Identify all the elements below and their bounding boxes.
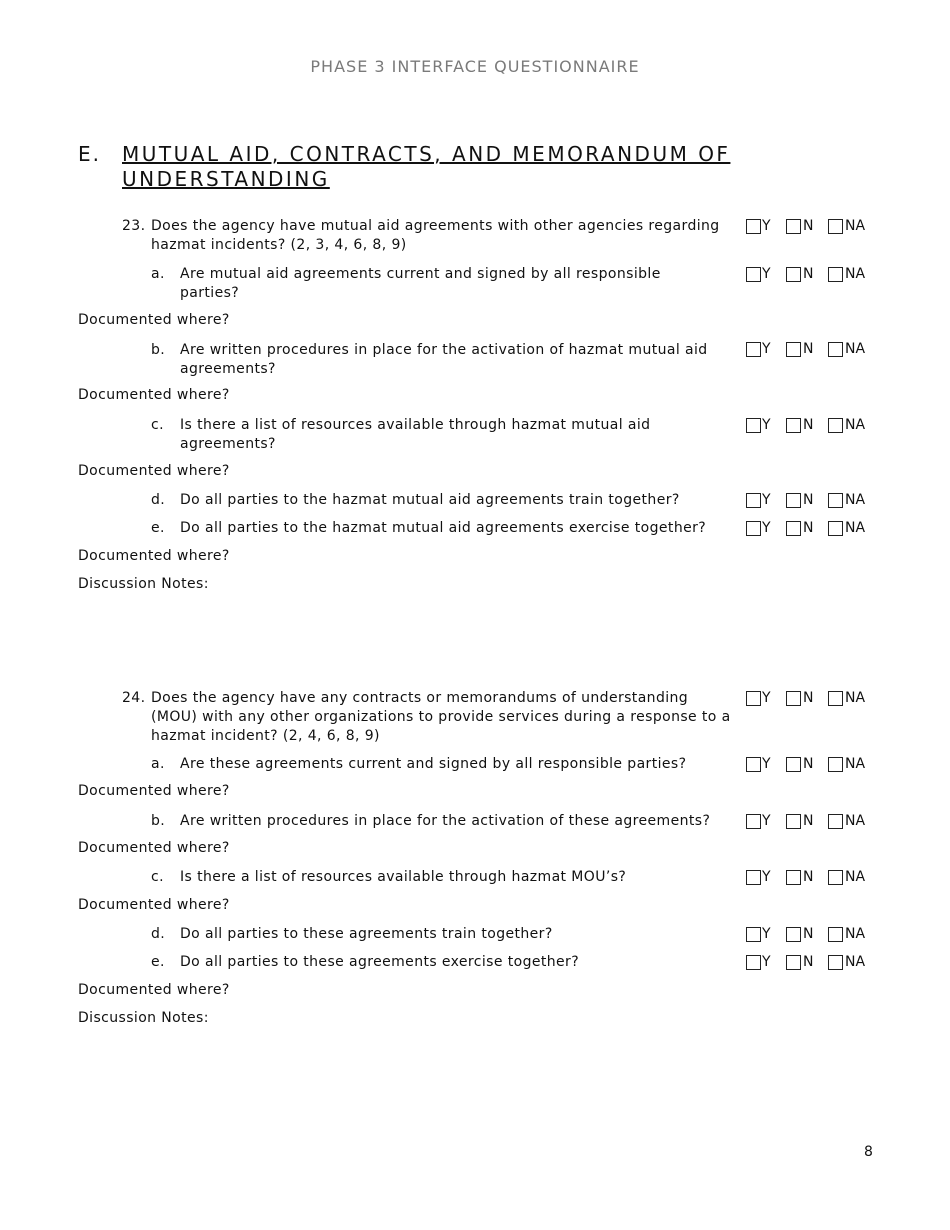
no-checkbox[interactable] xyxy=(786,418,801,433)
yes-label: Y xyxy=(762,813,771,829)
na-label: NA xyxy=(845,926,866,942)
no-label: N xyxy=(803,492,814,508)
sub-question-letter: d. xyxy=(151,492,166,508)
sub-question-letter: b. xyxy=(151,813,166,829)
section-letter: E. xyxy=(78,142,101,166)
sub-question-text: Are these agreements current and signed by all responsible parties? xyxy=(180,756,687,772)
na-checkbox[interactable] xyxy=(828,219,843,234)
na-label: NA xyxy=(845,954,866,970)
documented-where-label: Documented where? xyxy=(78,548,230,564)
no-label: N xyxy=(803,341,814,357)
page-header: PHASE 3 INTERFACE QUESTIONNAIRE xyxy=(310,57,640,76)
sub-question-letter: c. xyxy=(151,417,164,433)
na-label: NA xyxy=(845,218,866,234)
yes-checkbox[interactable] xyxy=(746,219,761,234)
no-label: N xyxy=(803,926,814,942)
no-checkbox[interactable] xyxy=(786,521,801,536)
na-label: NA xyxy=(845,756,866,772)
na-checkbox[interactable] xyxy=(828,493,843,508)
sub-question-letter: c. xyxy=(151,869,164,885)
na-label: NA xyxy=(845,690,866,706)
na-label: NA xyxy=(845,266,866,282)
no-label: N xyxy=(803,869,814,885)
sub-question-letter: a. xyxy=(151,266,165,282)
documented-where-label: Documented where? xyxy=(78,840,230,856)
discussion-notes-label: Discussion Notes: xyxy=(78,576,209,592)
sub-question-letter: e. xyxy=(151,520,165,536)
answer-options-q24e xyxy=(746,954,886,972)
na-checkbox[interactable] xyxy=(828,870,843,885)
sub-question-text: Is there a list of resources available through hazmat mutual aid agreements? xyxy=(180,417,651,452)
no-label: N xyxy=(803,266,814,282)
sub-question-text: Do all parties to the hazmat mutual aid agreements train together? xyxy=(180,492,680,508)
sub-question-text: Are written procedures in place for the activation of hazmat mutual aid agreements? xyxy=(180,342,708,377)
sub-question-letter: d. xyxy=(151,926,166,942)
yes-checkbox[interactable] xyxy=(746,955,761,970)
answer-options-q23 xyxy=(746,218,886,236)
no-checkbox[interactable] xyxy=(786,342,801,357)
question-text: Does the agency have mutual aid agreements with other agencies regarding hazmat incidents? (2, 3, 4, 6, 8, 9) xyxy=(151,218,720,253)
answer-options-q23d xyxy=(746,492,886,510)
documented-where-label: Documented where? xyxy=(78,783,230,799)
answer-options-q24c xyxy=(746,869,886,887)
yes-checkbox[interactable] xyxy=(746,691,761,706)
answer-options-q23c xyxy=(746,417,886,435)
yes-label: Y xyxy=(762,756,771,772)
answer-options-q23b xyxy=(746,341,886,359)
na-label: NA xyxy=(845,492,866,508)
no-checkbox[interactable] xyxy=(786,870,801,885)
na-checkbox[interactable] xyxy=(828,927,843,942)
no-checkbox[interactable] xyxy=(786,267,801,282)
documented-where-label: Documented where? xyxy=(78,897,230,913)
na-checkbox[interactable] xyxy=(828,521,843,536)
yes-label: Y xyxy=(762,954,771,970)
answer-options-q23e xyxy=(746,520,886,538)
yes-label: Y xyxy=(762,266,771,282)
sub-question-text: Do all parties to the hazmat mutual aid agreements exercise together? xyxy=(180,520,707,536)
sub-question-letter: b. xyxy=(151,342,166,358)
sub-question-letter: e. xyxy=(151,954,165,970)
question-number: 23. xyxy=(122,218,146,234)
documented-where-label: Documented where? xyxy=(78,312,230,328)
yes-checkbox[interactable] xyxy=(746,521,761,536)
answer-options-q24b xyxy=(746,813,886,831)
no-label: N xyxy=(803,218,814,234)
no-checkbox[interactable] xyxy=(786,814,801,829)
sub-question-text: Is there a list of resources available through hazmat MOU’s? xyxy=(180,869,627,885)
yes-label: Y xyxy=(762,341,771,357)
no-label: N xyxy=(803,756,814,772)
na-checkbox[interactable] xyxy=(828,814,843,829)
answer-options-q24 xyxy=(746,690,886,708)
no-label: N xyxy=(803,520,814,536)
yes-label: Y xyxy=(762,926,771,942)
no-checkbox[interactable] xyxy=(786,691,801,706)
yes-label: Y xyxy=(762,417,771,433)
no-label: N xyxy=(803,690,814,706)
answer-options-q23a xyxy=(746,266,886,284)
yes-label: Y xyxy=(762,520,771,536)
no-checkbox[interactable] xyxy=(786,219,801,234)
sub-question-text: Are written procedures in place for the activation of these agreements? xyxy=(180,813,711,829)
na-label: NA xyxy=(845,520,866,536)
na-checkbox[interactable] xyxy=(828,757,843,772)
na-label: NA xyxy=(845,869,866,885)
answer-options-q24a xyxy=(746,756,886,774)
na-checkbox[interactable] xyxy=(828,267,843,282)
yes-checkbox[interactable] xyxy=(746,814,761,829)
no-checkbox[interactable] xyxy=(786,757,801,772)
na-label: NA xyxy=(845,417,866,433)
sub-question-letter: a. xyxy=(151,756,165,772)
yes-checkbox[interactable] xyxy=(746,418,761,433)
no-label: N xyxy=(803,417,814,433)
yes-checkbox[interactable] xyxy=(746,757,761,772)
no-checkbox[interactable] xyxy=(786,927,801,942)
sub-question-text: Are mutual aid agreements current and signed by all responsible parties? xyxy=(180,266,661,301)
section-title: MUTUAL AID, CONTRACTS, AND MEMORANDUM OF UNDERSTANDING xyxy=(122,142,731,191)
answer-options-q24d xyxy=(746,926,886,944)
yes-checkbox[interactable] xyxy=(746,493,761,508)
documented-where-label: Documented where? xyxy=(78,982,230,998)
yes-label: Y xyxy=(762,492,771,508)
yes-checkbox[interactable] xyxy=(746,342,761,357)
page-number: 8 xyxy=(864,1144,873,1160)
yes-checkbox[interactable] xyxy=(746,870,761,885)
documented-where-label: Documented where? xyxy=(78,463,230,479)
question-number: 24. xyxy=(122,690,146,706)
na-checkbox[interactable] xyxy=(828,418,843,433)
no-checkbox[interactable] xyxy=(786,493,801,508)
no-label: N xyxy=(803,813,814,829)
na-label: NA xyxy=(845,341,866,357)
no-checkbox[interactable] xyxy=(786,955,801,970)
na-checkbox[interactable] xyxy=(828,691,843,706)
na-checkbox[interactable] xyxy=(828,955,843,970)
yes-label: Y xyxy=(762,218,771,234)
na-label: NA xyxy=(845,813,866,829)
yes-checkbox[interactable] xyxy=(746,267,761,282)
documented-where-label: Documented where? xyxy=(78,387,230,403)
na-checkbox[interactable] xyxy=(828,342,843,357)
sub-question-text: Do all parties to these agreements exercise together? xyxy=(180,954,580,970)
yes-checkbox[interactable] xyxy=(746,927,761,942)
no-label: N xyxy=(803,954,814,970)
yes-label: Y xyxy=(762,869,771,885)
question-text: Does the agency have any contracts or memorandums of understanding (MOU) with any other organizations to provide services during a response to a hazmat incident? (2, 4, 6, 8, 9) xyxy=(151,690,731,744)
yes-label: Y xyxy=(762,690,771,706)
discussion-notes-label: Discussion Notes: xyxy=(78,1010,209,1026)
sub-question-text: Do all parties to these agreements train together? xyxy=(180,926,553,942)
